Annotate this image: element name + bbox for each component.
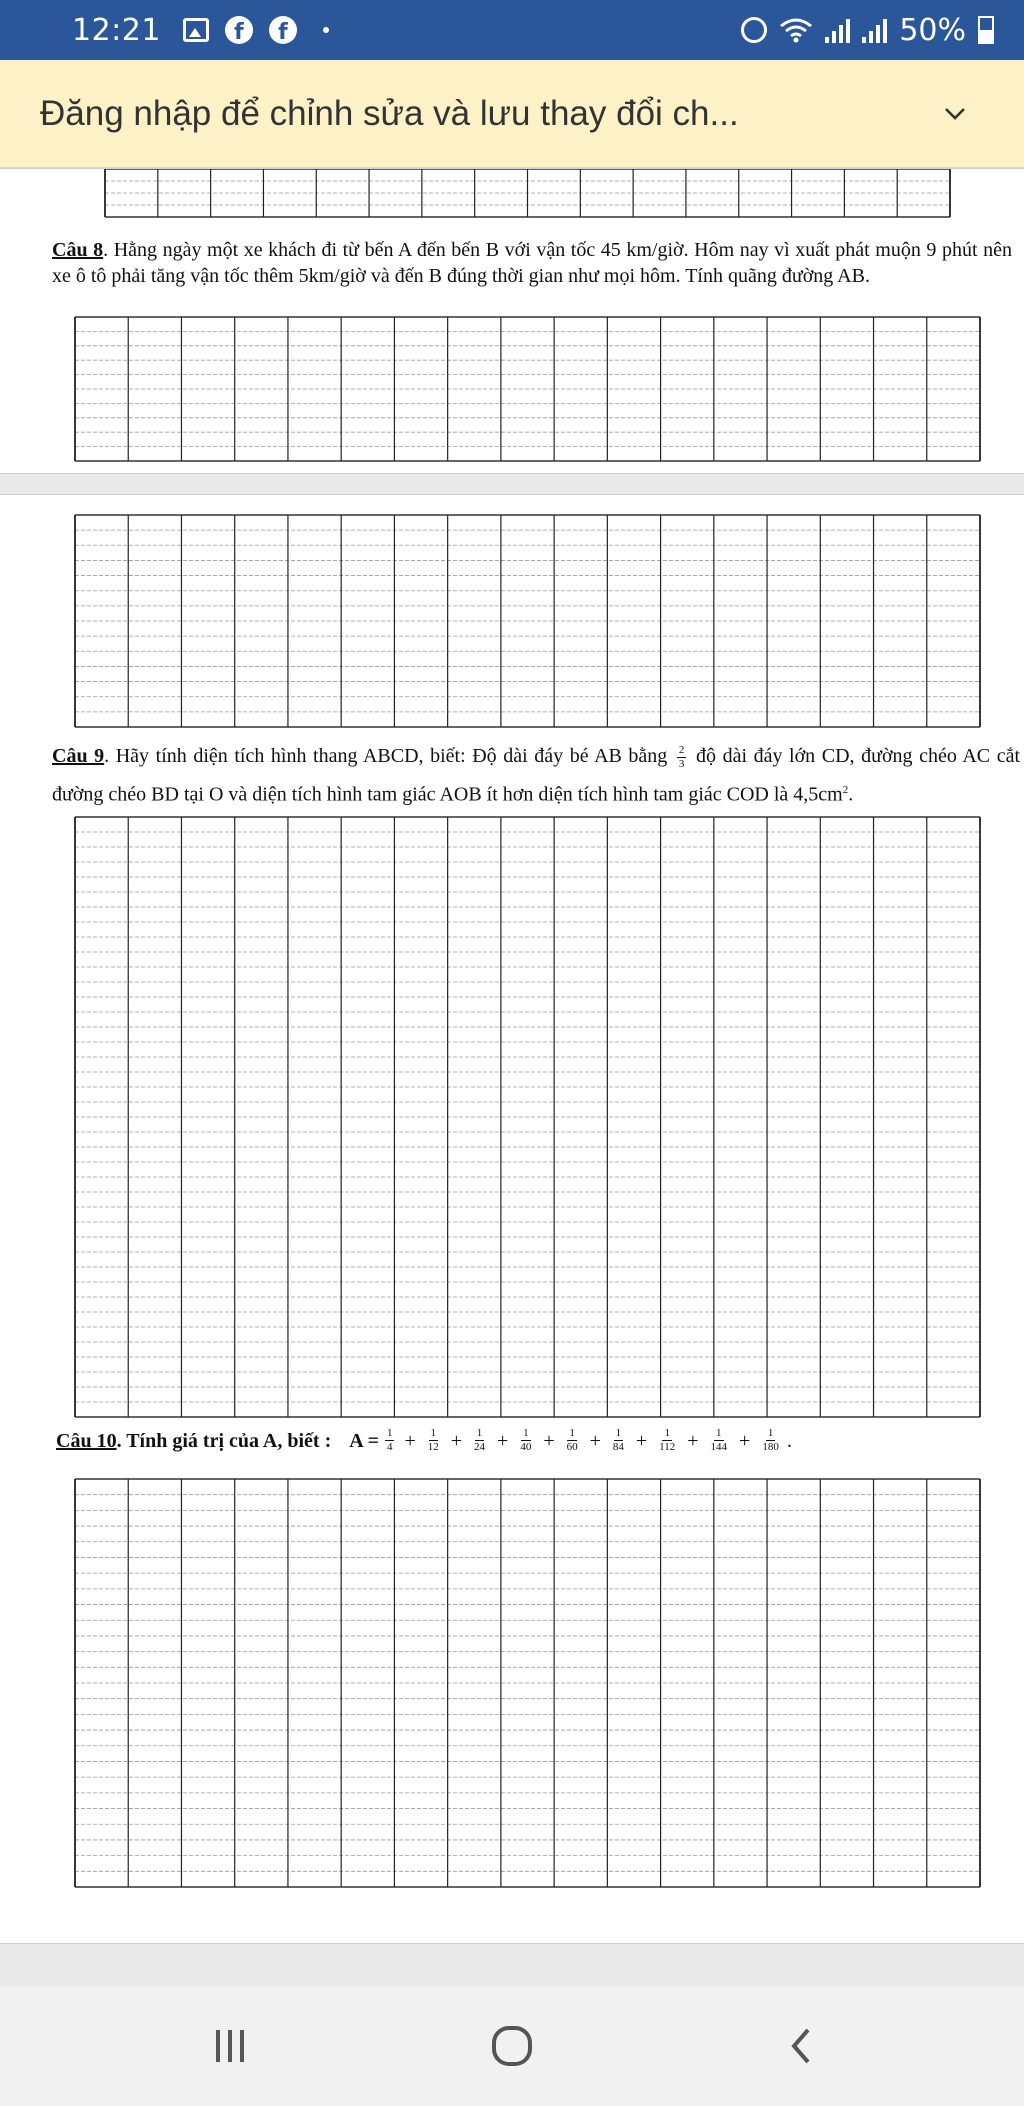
battery-icon: [978, 16, 994, 44]
facebook-icon: f: [225, 16, 253, 44]
answer-grid-q8: [0, 169, 1024, 475]
back-icon[interactable]: [772, 2016, 832, 2076]
question-8-label: Câu 8: [52, 239, 104, 261]
answer-grid-q10: [0, 495, 1024, 1945]
fraction-term: $\frac{1}{40}$: [520, 1427, 532, 1453]
plus-sign: +: [687, 1429, 699, 1452]
expression-lhs: A =: [349, 1429, 379, 1452]
banner-text: Đăng nhập để chỉnh sửa và lưu thay đổi ch...: [40, 93, 739, 133]
fraction-term: $\frac{1}{112}$: [659, 1427, 676, 1453]
plus-sign: +: [450, 1429, 463, 1452]
status-bar: [0, 0, 1024, 60]
plus-sign: +: [404, 1429, 416, 1452]
fraction-term: $\frac{1}{60}$: [566, 1427, 578, 1453]
document-page-2: [0, 494, 1024, 1944]
question-9-period: .: [848, 783, 854, 806]
question-10-period: .: [786, 1429, 792, 1452]
signal-icon: [862, 17, 887, 43]
question-9-text-a: . Hãy tính diện tích hình thang ABCD, biết: Độ dài đáy bé AB bằng: [104, 745, 668, 767]
wifi-icon: [779, 17, 813, 43]
plus-sign: +: [635, 1429, 648, 1452]
plus-sign: +: [543, 1429, 555, 1452]
fraction-term: $\frac{1}{12}$: [427, 1427, 439, 1453]
facebook-icon: f: [269, 16, 297, 44]
recent-apps-icon[interactable]: [200, 2016, 260, 2076]
fraction-two-thirds: $\frac{2}{3}$: [678, 743, 685, 770]
alarm-icon: [741, 17, 767, 43]
question-8-text: . Hằng ngày một xe khách đi từ bến A đến bến B với vận tốc 45 km/giờ. Hôm nay vì xuất phát muộn 9 phút nên xe ô tô phải tăng vận tốc thêm 5km/giờ và đến B đúng thời gian như mọi hôm. Tính quãng đường AB.: [52, 239, 1012, 287]
clock: 12:21: [72, 12, 161, 48]
document-page-1: [0, 168, 1024, 474]
fraction-term: $\frac{1}{144}$: [710, 1427, 728, 1453]
question-9-label: Câu 9: [52, 745, 105, 767]
edit-signin-banner[interactable]: [0, 60, 1024, 168]
plus-sign: +: [589, 1429, 601, 1452]
home-icon[interactable]: [482, 2016, 542, 2076]
fraction-term: $\frac{1}{24}$: [474, 1427, 486, 1453]
battery-percent: 50%: [899, 12, 966, 48]
chevron-down-icon[interactable]: [944, 102, 966, 124]
plus-sign: +: [497, 1429, 509, 1452]
fraction-term: $\frac{1}{4}$: [386, 1427, 393, 1453]
more-notifications-icon: [323, 27, 329, 33]
fraction-term: $\frac{1}{84}$: [612, 1427, 624, 1453]
plus-sign: +: [739, 1429, 751, 1452]
navigation-bar: [0, 1986, 1024, 2106]
question-10-text: . Tính giá trị của A, biết :: [116, 1429, 332, 1452]
question-10-label: Câu 10: [56, 1429, 117, 1452]
question-9-text-b: độ dài đáy lớn CD, đường chéo AC cắt đường chéo BD tại O và diện tích hình tam giác AOB ít hơn diện tích hình tam giác COD là 4,5cm: [52, 745, 1021, 806]
square-superscript: 2: [842, 784, 849, 796]
signal-icon: [825, 17, 850, 43]
fraction-term: $\frac{1}{180}$: [762, 1427, 779, 1453]
gallery-icon: [183, 18, 209, 42]
